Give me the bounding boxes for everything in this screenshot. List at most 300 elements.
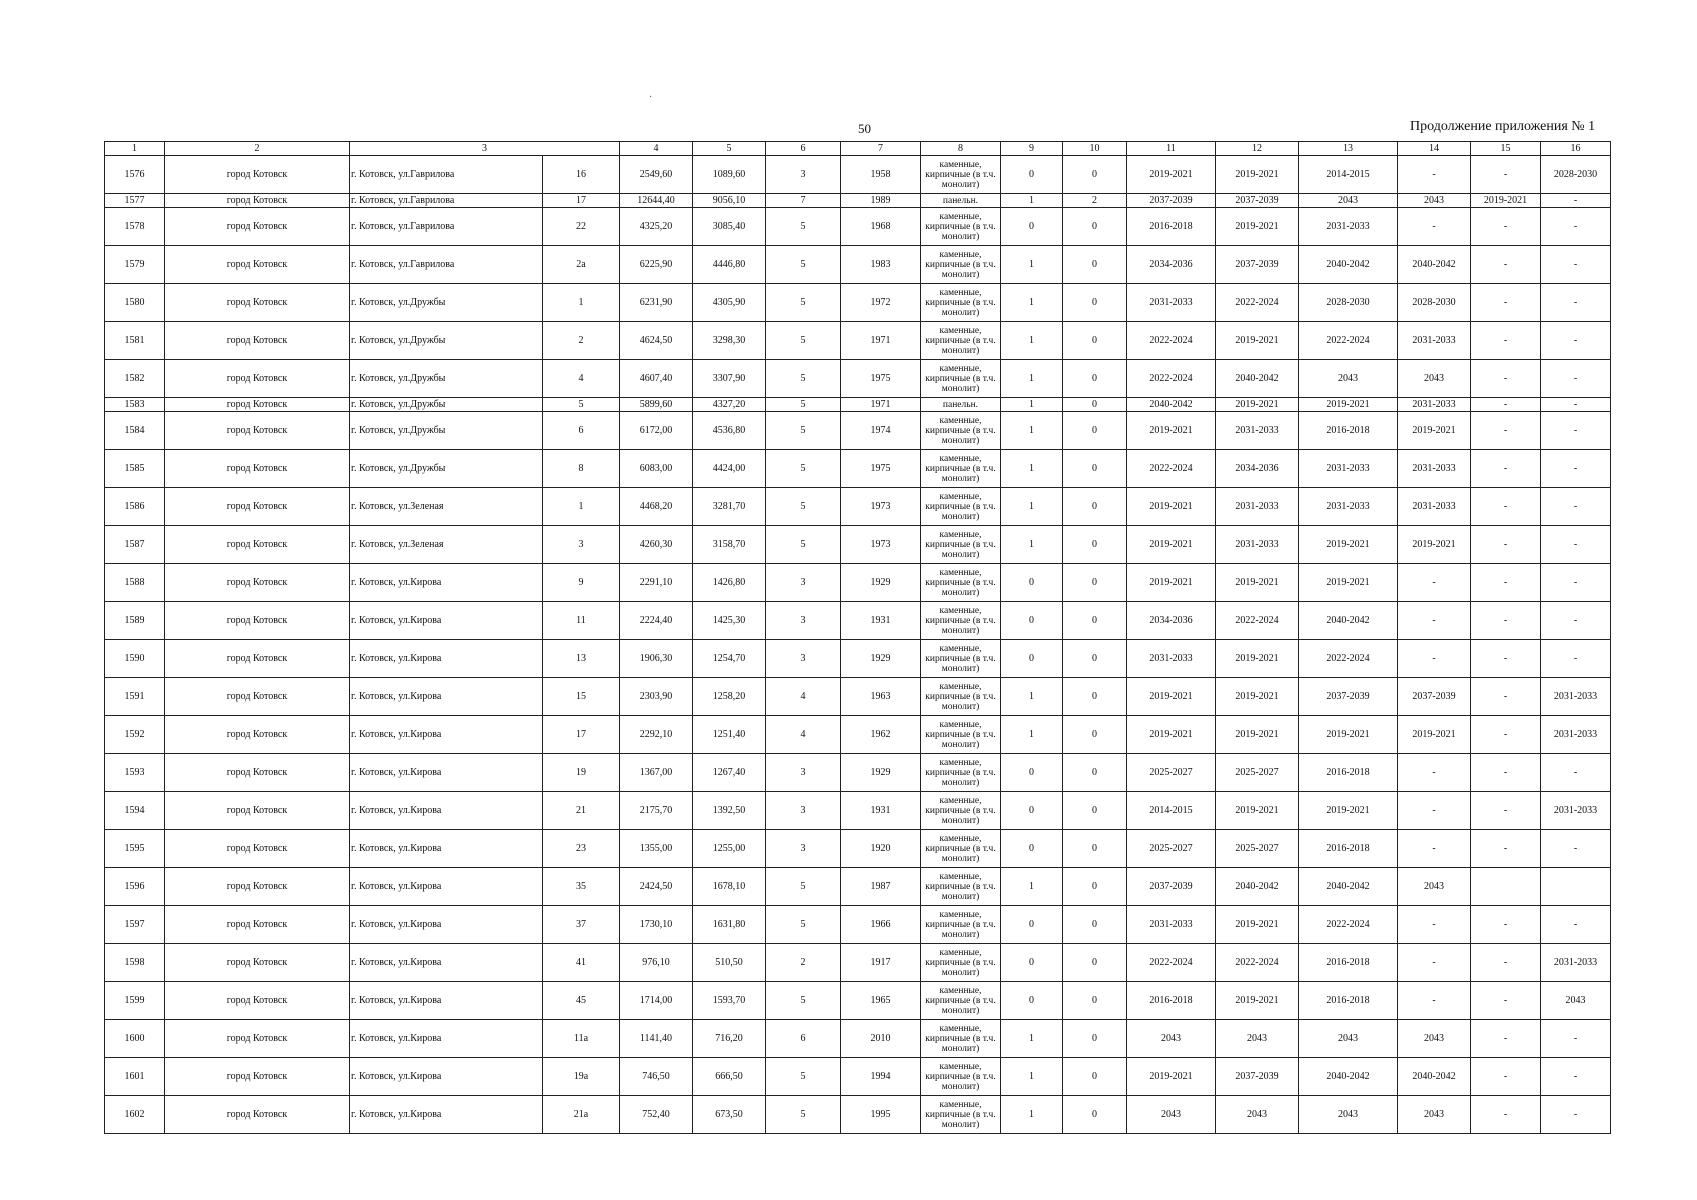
col-15-period: - [1471, 398, 1541, 412]
floors: 3 [766, 564, 841, 602]
col-13-period: 2019-2021 [1299, 792, 1398, 830]
wall-material: каменные, кирпичные (в т.ч. монолит) [921, 360, 1001, 398]
col-12-period: 2019-2021 [1216, 564, 1299, 602]
col-15-period: - [1471, 450, 1541, 488]
year-built: 1962 [841, 716, 921, 754]
col-14-period: 2040-2042 [1398, 246, 1471, 284]
living-area: 1254,70 [693, 640, 766, 678]
house-number: 2 [543, 322, 620, 360]
col-11-period: 2022-2024 [1127, 944, 1216, 982]
wall-material: каменные, кирпичные (в т.ч. монолит) [921, 1096, 1001, 1134]
row-number: 1599 [105, 982, 165, 1020]
col-10-value: 0 [1063, 398, 1127, 412]
col-9-value: 1 [1001, 678, 1063, 716]
row-number: 1602 [105, 1096, 165, 1134]
living-area: 3281,70 [693, 488, 766, 526]
col-15-period [1471, 868, 1541, 906]
col-16-period: - [1541, 640, 1611, 678]
col-14-period: 2028-2030 [1398, 284, 1471, 322]
col-10-value: 0 [1063, 716, 1127, 754]
year-built: 1920 [841, 830, 921, 868]
row-number: 1587 [105, 526, 165, 564]
street-address: г. Котовск, ул.Кирова [350, 754, 543, 792]
col-9-value: 1 [1001, 488, 1063, 526]
col-10-value: 0 [1063, 906, 1127, 944]
wall-material: каменные, кирпичные (в т.ч. монолит) [921, 488, 1001, 526]
col-14-period: - [1398, 754, 1471, 792]
col-9-value: 0 [1001, 944, 1063, 982]
settlement: город Котовск [165, 640, 350, 678]
row-number: 1586 [105, 488, 165, 526]
col-15-period: - [1471, 982, 1541, 1020]
year-built: 1929 [841, 564, 921, 602]
year-built: 1968 [841, 208, 921, 246]
settlement: город Котовск [165, 208, 350, 246]
wall-material: каменные, кирпичные (в т.ч. монолит) [921, 640, 1001, 678]
col-16-period: - [1541, 412, 1611, 450]
year-built: 1973 [841, 526, 921, 564]
table-row [105, 640, 1611, 678]
col-header: 8 [921, 142, 1001, 156]
settlement: город Котовск [165, 754, 350, 792]
settlement: город Котовск [165, 830, 350, 868]
col-9-value: 0 [1001, 640, 1063, 678]
house-number: 5 [543, 398, 620, 412]
living-area: 1425,30 [693, 602, 766, 640]
row-number: 1592 [105, 716, 165, 754]
housing-register-table [104, 141, 1611, 1134]
total-area: 2224,40 [620, 602, 693, 640]
total-area: 6083,00 [620, 450, 693, 488]
table-row [105, 208, 1611, 246]
col-14-period: 2019-2021 [1398, 412, 1471, 450]
house-number: 2а [543, 246, 620, 284]
col-10-value: 0 [1063, 322, 1127, 360]
street-address: г. Котовск, ул.Гаврилова [350, 194, 543, 208]
settlement: город Котовск [165, 982, 350, 1020]
house-number: 37 [543, 906, 620, 944]
col-header: 13 [1299, 142, 1398, 156]
col-13-period: 2031-2033 [1299, 450, 1398, 488]
col-15-period: 2019-2021 [1471, 194, 1541, 208]
street-address: г. Котовск, ул.Кирова [350, 1058, 543, 1096]
col-9-value: 1 [1001, 1096, 1063, 1134]
street-address: г. Котовск, ул.Кирова [350, 1020, 543, 1058]
wall-material: каменные, кирпичные (в т.ч. монолит) [921, 526, 1001, 564]
living-area: 510,50 [693, 944, 766, 982]
house-number: 3 [543, 526, 620, 564]
col-11-period: 2014-2015 [1127, 792, 1216, 830]
table-row [105, 1020, 1611, 1058]
table-row [105, 906, 1611, 944]
total-area: 4607,40 [620, 360, 693, 398]
living-area: 3085,40 [693, 208, 766, 246]
col-9-value: 0 [1001, 156, 1063, 194]
col-15-period: - [1471, 906, 1541, 944]
year-built: 1965 [841, 982, 921, 1020]
col-9-value: 0 [1001, 564, 1063, 602]
floors: 3 [766, 640, 841, 678]
col-16-period: - [1541, 450, 1611, 488]
col-header: 11 [1127, 142, 1216, 156]
col-12-period: 2037-2039 [1216, 246, 1299, 284]
col-16-period: - [1541, 208, 1611, 246]
col-16-period: - [1541, 322, 1611, 360]
col-10-value: 0 [1063, 602, 1127, 640]
col-14-period: 2037-2039 [1398, 678, 1471, 716]
col-13-period: 2040-2042 [1299, 246, 1398, 284]
col-13-period: 2019-2021 [1299, 526, 1398, 564]
settlement: город Котовск [165, 194, 350, 208]
col-10-value: 0 [1063, 1058, 1127, 1096]
col-11-period: 2019-2021 [1127, 716, 1216, 754]
row-number: 1591 [105, 678, 165, 716]
floors: 5 [766, 360, 841, 398]
row-number: 1596 [105, 868, 165, 906]
col-12-period: 2019-2021 [1216, 156, 1299, 194]
col-15-period: - [1471, 944, 1541, 982]
col-10-value: 2 [1063, 194, 1127, 208]
col-14-period: - [1398, 640, 1471, 678]
street-address: г. Котовск, ул.Кирова [350, 944, 543, 982]
settlement: город Котовск [165, 678, 350, 716]
col-14-period: - [1398, 602, 1471, 640]
house-number: 6 [543, 412, 620, 450]
year-built: 1983 [841, 246, 921, 284]
col-11-period: 2019-2021 [1127, 678, 1216, 716]
col-16-period: - [1541, 906, 1611, 944]
settlement: город Котовск [165, 868, 350, 906]
row-number: 1583 [105, 398, 165, 412]
living-area: 673,50 [693, 1096, 766, 1134]
house-number: 15 [543, 678, 620, 716]
settlement: город Котовск [165, 564, 350, 602]
house-number: 9 [543, 564, 620, 602]
col-12-period: 2019-2021 [1216, 792, 1299, 830]
col-15-period: - [1471, 716, 1541, 754]
living-area: 1392,50 [693, 792, 766, 830]
settlement: город Котовск [165, 284, 350, 322]
wall-material: каменные, кирпичные (в т.ч. монолит) [921, 716, 1001, 754]
col-14-period: - [1398, 830, 1471, 868]
table-row [105, 284, 1611, 322]
col-10-value: 0 [1063, 982, 1127, 1020]
floors: 5 [766, 246, 841, 284]
col-11-period: 2043 [1127, 1096, 1216, 1134]
row-number: 1585 [105, 450, 165, 488]
settlement: город Котовск [165, 322, 350, 360]
col-12-period: 2037-2039 [1216, 1058, 1299, 1096]
settlement: город Котовск [165, 1058, 350, 1096]
table-row [105, 792, 1611, 830]
col-16-period: - [1541, 1058, 1611, 1096]
living-area: 1678,10 [693, 868, 766, 906]
col-header: 10 [1063, 142, 1127, 156]
settlement: город Котовск [165, 792, 350, 830]
col-14-period: - [1398, 156, 1471, 194]
total-area: 2303,90 [620, 678, 693, 716]
col-10-value: 0 [1063, 450, 1127, 488]
row-number: 1582 [105, 360, 165, 398]
col-14-period: 2031-2033 [1398, 322, 1471, 360]
col-10-value: 0 [1063, 488, 1127, 526]
floors: 3 [766, 156, 841, 194]
wall-material: панельн. [921, 194, 1001, 208]
year-built: 1994 [841, 1058, 921, 1096]
table-row [105, 1058, 1611, 1096]
col-14-period: 2043 [1398, 360, 1471, 398]
col-9-value: 0 [1001, 754, 1063, 792]
col-16-period: - [1541, 194, 1611, 208]
total-area: 4260,30 [620, 526, 693, 564]
col-10-value: 0 [1063, 526, 1127, 564]
street-address: г. Котовск, ул.Дружбы [350, 284, 543, 322]
col-16-period: - [1541, 754, 1611, 792]
living-area: 666,50 [693, 1058, 766, 1096]
house-number: 13 [543, 640, 620, 678]
col-9-value: 1 [1001, 360, 1063, 398]
col-header: 3 [350, 142, 620, 156]
col-12-period: 2022-2024 [1216, 284, 1299, 322]
total-area: 1906,30 [620, 640, 693, 678]
col-14-period: 2019-2021 [1398, 526, 1471, 564]
col-14-period: 2043 [1398, 1096, 1471, 1134]
col-13-period: 2016-2018 [1299, 754, 1398, 792]
col-15-period: - [1471, 792, 1541, 830]
page-number: 50 [858, 121, 871, 136]
table-row [105, 1096, 1611, 1134]
col-13-period: 2022-2024 [1299, 906, 1398, 944]
col-11-period: 2031-2033 [1127, 906, 1216, 944]
col-16-period: 2031-2033 [1541, 792, 1611, 830]
col-13-period: 2040-2042 [1299, 602, 1398, 640]
col-11-period: 2025-2027 [1127, 754, 1216, 792]
street-address: г. Котовск, ул.Кирова [350, 830, 543, 868]
settlement: город Котовск [165, 944, 350, 982]
total-area: 12644,40 [620, 194, 693, 208]
street-address: г. Котовск, ул.Кирова [350, 868, 543, 906]
col-9-value: 0 [1001, 982, 1063, 1020]
col-14-period: 2043 [1398, 1020, 1471, 1058]
table-row [105, 982, 1611, 1020]
col-13-period: 2016-2018 [1299, 944, 1398, 982]
col-16-period: - [1541, 526, 1611, 564]
col-10-value: 0 [1063, 208, 1127, 246]
house-number: 41 [543, 944, 620, 982]
col-14-period: - [1398, 944, 1471, 982]
total-area: 1714,00 [620, 982, 693, 1020]
floors: 5 [766, 488, 841, 526]
house-number: 17 [543, 194, 620, 208]
col-10-value: 0 [1063, 360, 1127, 398]
year-built: 1963 [841, 678, 921, 716]
col-9-value: 0 [1001, 906, 1063, 944]
col-16-period: 2028-2030 [1541, 156, 1611, 194]
column-number-row [105, 142, 1611, 156]
col-16-period: 2031-2033 [1541, 944, 1611, 982]
settlement: город Котовск [165, 398, 350, 412]
col-11-period: 2040-2042 [1127, 398, 1216, 412]
year-built: 1931 [841, 792, 921, 830]
row-number: 1581 [105, 322, 165, 360]
col-13-period: 2037-2039 [1299, 678, 1398, 716]
col-9-value: 1 [1001, 194, 1063, 208]
living-area: 4305,90 [693, 284, 766, 322]
col-14-period: 2043 [1398, 194, 1471, 208]
living-area: 3158,70 [693, 526, 766, 564]
row-number: 1576 [105, 156, 165, 194]
row-number: 1577 [105, 194, 165, 208]
col-11-period: 2019-2021 [1127, 564, 1216, 602]
col-header: 16 [1541, 142, 1611, 156]
col-11-period: 2034-2036 [1127, 602, 1216, 640]
col-14-period: - [1398, 564, 1471, 602]
house-number: 45 [543, 982, 620, 1020]
col-9-value: 1 [1001, 868, 1063, 906]
floors: 5 [766, 412, 841, 450]
street-address: г. Котовск, ул.Кирова [350, 1096, 543, 1134]
living-area: 1593,70 [693, 982, 766, 1020]
col-13-period: 2043 [1299, 194, 1398, 208]
col-13-period: 2016-2018 [1299, 982, 1398, 1020]
col-15-period: - [1471, 830, 1541, 868]
house-number: 17 [543, 716, 620, 754]
year-built: 2010 [841, 1020, 921, 1058]
col-14-period: - [1398, 208, 1471, 246]
table-row [105, 194, 1611, 208]
street-address: г. Котовск, ул.Дружбы [350, 412, 543, 450]
col-11-period: 2019-2021 [1127, 526, 1216, 564]
col-10-value: 0 [1063, 284, 1127, 322]
col-14-period: - [1398, 982, 1471, 1020]
col-9-value: 1 [1001, 716, 1063, 754]
table-row [105, 868, 1611, 906]
col-12-period: 2019-2021 [1216, 398, 1299, 412]
col-9-value: 1 [1001, 450, 1063, 488]
col-12-period: 2022-2024 [1216, 944, 1299, 982]
settlement: город Котовск [165, 716, 350, 754]
col-15-period: - [1471, 1096, 1541, 1134]
col-9-value: 1 [1001, 284, 1063, 322]
col-16-period: - [1541, 1020, 1611, 1058]
col-11-period: 2022-2024 [1127, 360, 1216, 398]
total-area: 6231,90 [620, 284, 693, 322]
floors: 5 [766, 868, 841, 906]
table-row [105, 716, 1611, 754]
floors: 5 [766, 526, 841, 564]
living-area: 1089,60 [693, 156, 766, 194]
col-12-period: 2019-2021 [1216, 322, 1299, 360]
floors: 4 [766, 716, 841, 754]
year-built: 1975 [841, 450, 921, 488]
col-16-period: - [1541, 1096, 1611, 1134]
col-11-period: 2016-2018 [1127, 208, 1216, 246]
col-15-period: - [1471, 1020, 1541, 1058]
row-number: 1578 [105, 208, 165, 246]
house-number: 21 [543, 792, 620, 830]
floors: 3 [766, 830, 841, 868]
street-address: г. Котовск, ул.Дружбы [350, 360, 543, 398]
col-12-period: 2037-2039 [1216, 194, 1299, 208]
table-row [105, 830, 1611, 868]
year-built: 1973 [841, 488, 921, 526]
wall-material: каменные, кирпичные (в т.ч. монолит) [921, 944, 1001, 982]
row-number: 1597 [105, 906, 165, 944]
total-area: 746,50 [620, 1058, 693, 1096]
col-16-period: - [1541, 398, 1611, 412]
col-13-period: 2019-2021 [1299, 398, 1398, 412]
col-10-value: 0 [1063, 156, 1127, 194]
house-number: 23 [543, 830, 620, 868]
col-11-period: 2022-2024 [1127, 450, 1216, 488]
col-12-period: 2034-2036 [1216, 450, 1299, 488]
street-address: г. Котовск, ул.Кирова [350, 564, 543, 602]
col-10-value: 0 [1063, 830, 1127, 868]
col-12-period: 2019-2021 [1216, 640, 1299, 678]
wall-material: каменные, кирпичные (в т.ч. монолит) [921, 156, 1001, 194]
living-area: 716,20 [693, 1020, 766, 1058]
col-14-period: - [1398, 792, 1471, 830]
col-10-value: 0 [1063, 792, 1127, 830]
table-row [105, 322, 1611, 360]
wall-material: каменные, кирпичные (в т.ч. монолит) [921, 412, 1001, 450]
living-area: 9056,10 [693, 194, 766, 208]
living-area: 1255,00 [693, 830, 766, 868]
table-row [105, 944, 1611, 982]
house-number: 19а [543, 1058, 620, 1096]
living-area: 4424,00 [693, 450, 766, 488]
floors: 5 [766, 284, 841, 322]
living-area: 4446,80 [693, 246, 766, 284]
total-area: 1355,00 [620, 830, 693, 868]
col-16-period: - [1541, 360, 1611, 398]
year-built: 1975 [841, 360, 921, 398]
wall-material: каменные, кирпичные (в т.ч. монолит) [921, 322, 1001, 360]
settlement: город Котовск [165, 450, 350, 488]
col-16-period: - [1541, 488, 1611, 526]
row-number: 1590 [105, 640, 165, 678]
col-12-period: 2019-2021 [1216, 982, 1299, 1020]
table-row [105, 398, 1611, 412]
year-built: 1971 [841, 322, 921, 360]
floors: 5 [766, 322, 841, 360]
row-number: 1594 [105, 792, 165, 830]
table-row [105, 246, 1611, 284]
settlement: город Котовск [165, 488, 350, 526]
col-header: 12 [1216, 142, 1299, 156]
table-row [105, 156, 1611, 194]
col-12-period: 2019-2021 [1216, 208, 1299, 246]
total-area: 752,40 [620, 1096, 693, 1134]
total-area: 6225,90 [620, 246, 693, 284]
wall-material: каменные, кирпичные (в т.ч. монолит) [921, 1058, 1001, 1096]
col-12-period: 2025-2027 [1216, 754, 1299, 792]
street-address: г. Котовск, ул.Гаврилова [350, 156, 543, 194]
street-address: г. Котовск, ул.Дружбы [350, 322, 543, 360]
col-13-period: 2040-2042 [1299, 1058, 1398, 1096]
col-9-value: 1 [1001, 246, 1063, 284]
col-11-period: 2025-2027 [1127, 830, 1216, 868]
wall-material: каменные, кирпичные (в т.ч. монолит) [921, 450, 1001, 488]
wall-material: каменные, кирпичные (в т.ч. монолит) [921, 792, 1001, 830]
year-built: 1987 [841, 868, 921, 906]
col-15-period: - [1471, 360, 1541, 398]
col-9-value: 1 [1001, 1058, 1063, 1096]
total-area: 2291,10 [620, 564, 693, 602]
floors: 2 [766, 944, 841, 982]
year-built: 1966 [841, 906, 921, 944]
col-14-period: 2019-2021 [1398, 716, 1471, 754]
